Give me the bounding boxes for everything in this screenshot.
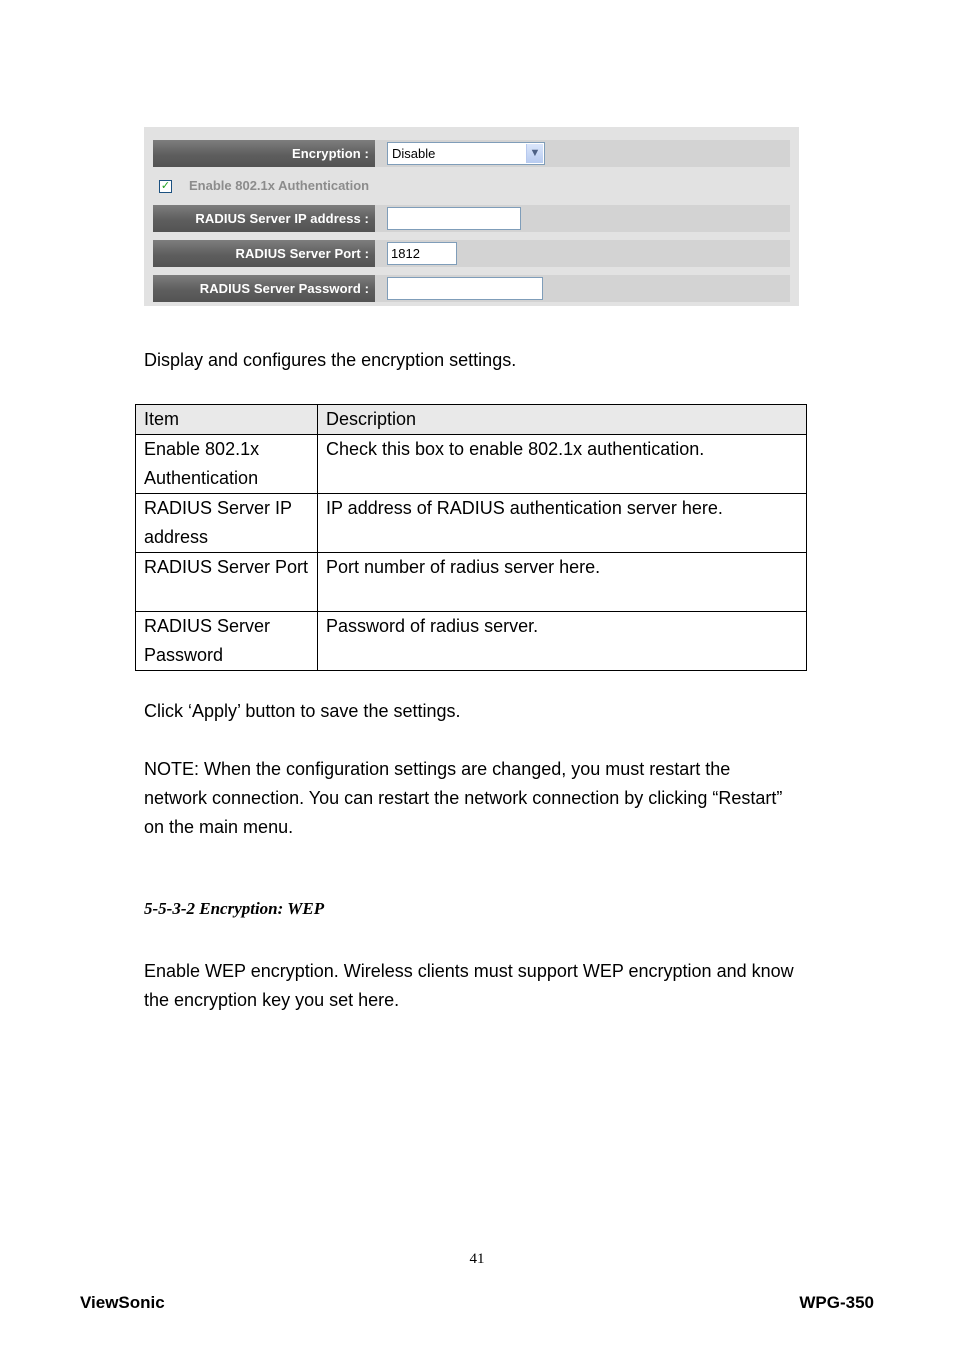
table-header-item: Item: [136, 405, 318, 435]
table-cell-description: Port number of radius server here.: [318, 553, 807, 612]
apply-text: Click ‘Apply’ button to save the settings.: [144, 701, 461, 721]
radius-ip-label: RADIUS Server IP address :: [153, 205, 375, 232]
note-text: NOTE: When the configuration settings are changed, you must restart the network connection. You can restart the network connection by clicking “Restart” on the main menu.: [144, 759, 783, 837]
encryption-row: [153, 140, 790, 167]
table-cell-item: RADIUS Server Password: [136, 612, 318, 671]
table-cell-description: Password of radius server.: [318, 612, 807, 671]
radius-port-label: RADIUS Server Port :: [153, 240, 375, 267]
wep-text: Enable WEP encryption. Wireless clients must support WEP encryption and know the encryption key you set here.: [144, 961, 794, 1010]
footer-model: WPG-350: [799, 1293, 874, 1312]
radius-password-label: RADIUS Server Password :: [153, 275, 375, 302]
encryption-select[interactable]: Disable ▼: [387, 142, 545, 165]
table-cell-description: Check this box to enable 802.1x authentication.: [318, 435, 807, 494]
chevron-down-icon[interactable]: ▼: [526, 144, 543, 163]
table-cell-item: Enable 802.1x Authentication: [136, 435, 318, 494]
radius-ip-row: [153, 205, 790, 232]
enable-8021x-label: Enable 802.1x Authentication: [189, 178, 370, 193]
intro-text: Display and configures the encryption settings.: [144, 350, 517, 370]
radius-password-row: [153, 275, 790, 302]
radius-port-row: [153, 240, 790, 267]
description-table: [135, 404, 807, 671]
section-heading: 5-5-3-2 Encryption: WEP: [144, 899, 325, 918]
radius-port-input[interactable]: 1812: [387, 242, 457, 265]
table-row: [136, 435, 807, 494]
page-number: 41: [469, 1251, 485, 1267]
enable-8021x-checkbox[interactable]: ✓: [160, 180, 171, 192]
radius-password-input[interactable]: [387, 277, 543, 300]
table-cell-item: RADIUS Server IP address: [136, 494, 318, 553]
table-cell-description: IP address of RADIUS authentication server here.: [318, 494, 807, 553]
footer-brand: ViewSonic: [80, 1293, 165, 1312]
encryption-settings-panel: [144, 127, 799, 306]
encryption-label: Encryption :: [153, 140, 375, 167]
radius-ip-input[interactable]: [387, 207, 521, 230]
table-row: [136, 553, 807, 612]
table-header-description: Description: [318, 405, 807, 435]
table-header-row: [136, 405, 807, 435]
table-row: [136, 612, 807, 671]
table-row: [136, 494, 807, 553]
table-cell-item: RADIUS Server Port: [136, 553, 318, 612]
